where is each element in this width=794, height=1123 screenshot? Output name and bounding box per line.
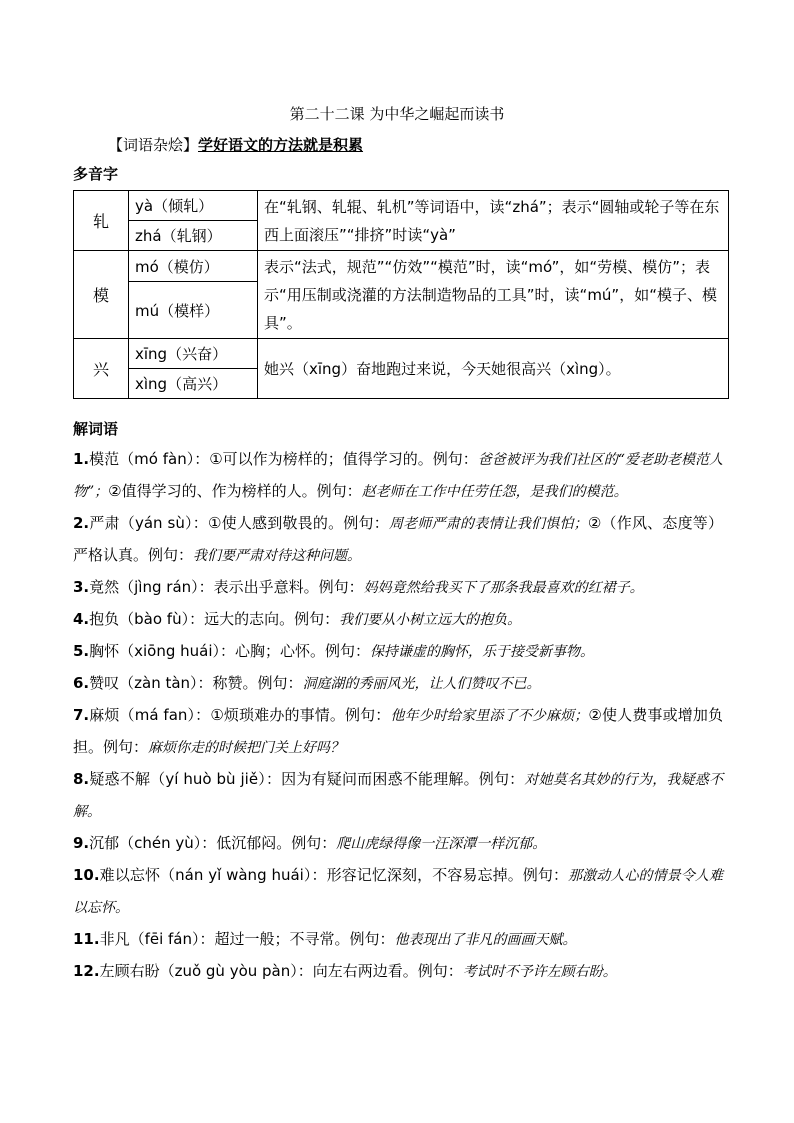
section-heading — [108, 134, 363, 155]
polyphone-char: 模 — [74, 251, 129, 339]
polyphone-reading: zhá（轧钢） — [129, 221, 258, 251]
section-bracket: 【词语杂烩】 — [108, 136, 199, 154]
list-item: 2.严肃（yán sù）：①使人感到敬畏的。例句：周老师严肃的表情让我们惧怕；②（作风、态度等）严格认真。例句：我们要严肃对待这种问题。 — [73, 514, 723, 564]
list-item: 9.沉郁（chén yù）：低沉郁闷。例句：爬山虎绿得像一汪深潭一样沉郁。 — [73, 834, 547, 852]
polyphone-reading: xìng（高兴） — [129, 369, 258, 399]
list-item: 7.麻烦（má fan）：①烦琐难办的事情。例句：他年少时给家里添了不少麻烦；②使人费事或增加负担。例句：麻烦你走的时候把门关上好吗？ — [73, 706, 723, 756]
polyphone-desc: 表示“法式，规范”“仿效”“模范”时，读“mó”，如“劳模、模仿”；表示“用压制或浇灌的方法制造物品的工具”时，读“mú”，如“模子、模具”。 — [258, 251, 729, 339]
list-item: 5.胸怀（xiōng huái）：心胸；心怀。例句：保持谦虚的胸怀，乐于接受新事物。 — [73, 642, 595, 660]
table-row — [74, 251, 729, 282]
table-row — [74, 191, 729, 221]
polyphone-desc: 在“轧钢、轧辊、轧机”等词语中，读“zhá”；表示“圆轴或轮子等在东西上面滚压”“排挤”时读“yà” — [258, 191, 729, 251]
polyphone-char: 轧 — [74, 191, 129, 251]
polyphone-heading: 多音字 — [73, 165, 119, 183]
polyphone-reading: mó（模仿） — [129, 251, 258, 282]
list-item: 4.抱负（bào fù）：远大的志向。例句：我们要从小树立远大的抱负。 — [73, 610, 522, 628]
polyphone-reading: mú（模样） — [129, 282, 258, 339]
polyphone-reading: xīng（兴奋） — [129, 339, 258, 369]
list-item: 8.疑惑不解（yí huò bù jiě）：因为有疑问而困惑不能理解。例句：对她莫名其妙的行为，我疑惑不解。 — [73, 770, 723, 820]
table-row — [74, 339, 729, 369]
polyphone-reading: yà（倾轧） — [129, 191, 258, 221]
list-item: 11.非凡（fēi fán）：超过一般；不寻常。例句：他表现出了非凡的画画天赋。 — [73, 930, 577, 948]
polyphone-table — [73, 190, 729, 399]
page-title: 第二十二课 为中华之崛起而读书 — [289, 105, 505, 123]
vocab-list — [73, 444, 723, 988]
list-item: 10.难以忘怀（nán yǐ wàng huái）：形容记忆深刻，不容易忘掉。例句：那激动人心的情景令人难以忘怀。 — [73, 866, 723, 916]
vocab-heading: 解词语 — [73, 420, 119, 438]
list-item: 1.模范（mó fàn）：①可以作为榜样的；值得学习的。例句：爸爸被评为我们社区的“爱老助老模范人物”；②值得学习的、作为榜样的人。例句：赵老师在工作中任劳任怨，是我们的模范。 — [73, 450, 723, 500]
section-motto: 学好语文的方法就是积累 — [198, 136, 364, 154]
list-item: 3.竟然（jìng rán）：表示出乎意料。例句：妈妈竟然给我买下了那条我最喜欢的红裙子。 — [73, 578, 644, 596]
list-item: 12.左顾右盼（zuǒ gù yòu pàn）：向左右两边看。例句：考试时不予许左顾右盼。 — [73, 962, 617, 980]
polyphone-char: 兴 — [74, 339, 129, 399]
polyphone-desc: 她兴（xīng）奋地跑过来说，今天她很高兴（xìng）。 — [258, 339, 729, 399]
list-item: 6.赞叹（zàn tàn）：称赞。例句：洞庭湖的秀丽风光，让人们赞叹不已。 — [73, 674, 541, 692]
